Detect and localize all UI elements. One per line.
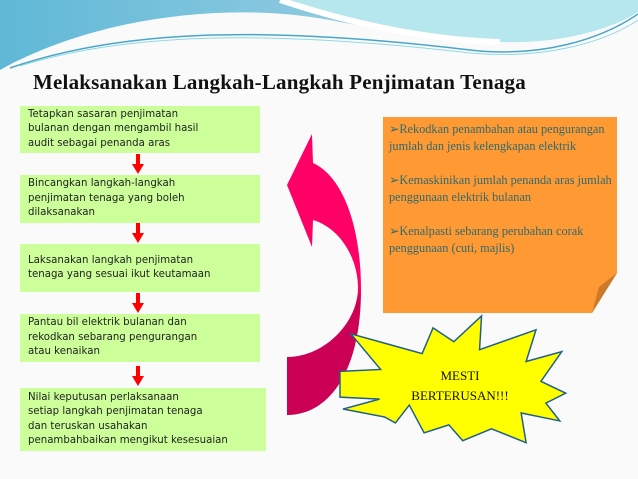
- step-5-box: Nilai keputusan perlaksanaan setiap langkah penjimatan tenaga dan teruskan usahakan penambahbaikan mengikut kesesuaian: [20, 388, 266, 451]
- note-item: ➢Rekodkan penambahan atau pengurangan jumlah dan jenis kelengkapan elektrik: [389, 122, 605, 153]
- arrowhead-bullet-icon: ➢: [389, 224, 400, 238]
- callout-text: MESTI BERTERUSAN!!!: [411, 368, 509, 403]
- step-3-box: Laksanakan langkah penjimatan tenaga yang sesuai ikut keutamaan: [20, 244, 260, 292]
- step-1-box: Tetapkan sasaran penjimatan bulanan dengan mengambil hasil audit sebagai penanda aras: [20, 106, 260, 153]
- notes-panel: [383, 117, 617, 313]
- arrowhead-bullet-icon: ➢: [389, 173, 400, 187]
- note-item: ➢Kemaskinikan jumlah penanda aras jumlah penggunaan elektrik bulanan: [389, 173, 612, 204]
- slide-title: Melaksanakan Langkah-Langkah Penjimatan Tenaga: [33, 70, 526, 94]
- step-4-box: Pantau bil elektrik bulanan dan rekodkan sebarang pengurangan atau kenaikan: [20, 314, 260, 362]
- arrowhead-bullet-icon: ➢: [389, 122, 400, 136]
- note-item: ➢Kenalpasti sebarang perubahan corak penggunaan (cuti, majlis): [389, 224, 584, 255]
- step-2-box: Bincangkan langkah-langkah penjimatan tenaga yang boleh dilaksanakan: [20, 175, 260, 223]
